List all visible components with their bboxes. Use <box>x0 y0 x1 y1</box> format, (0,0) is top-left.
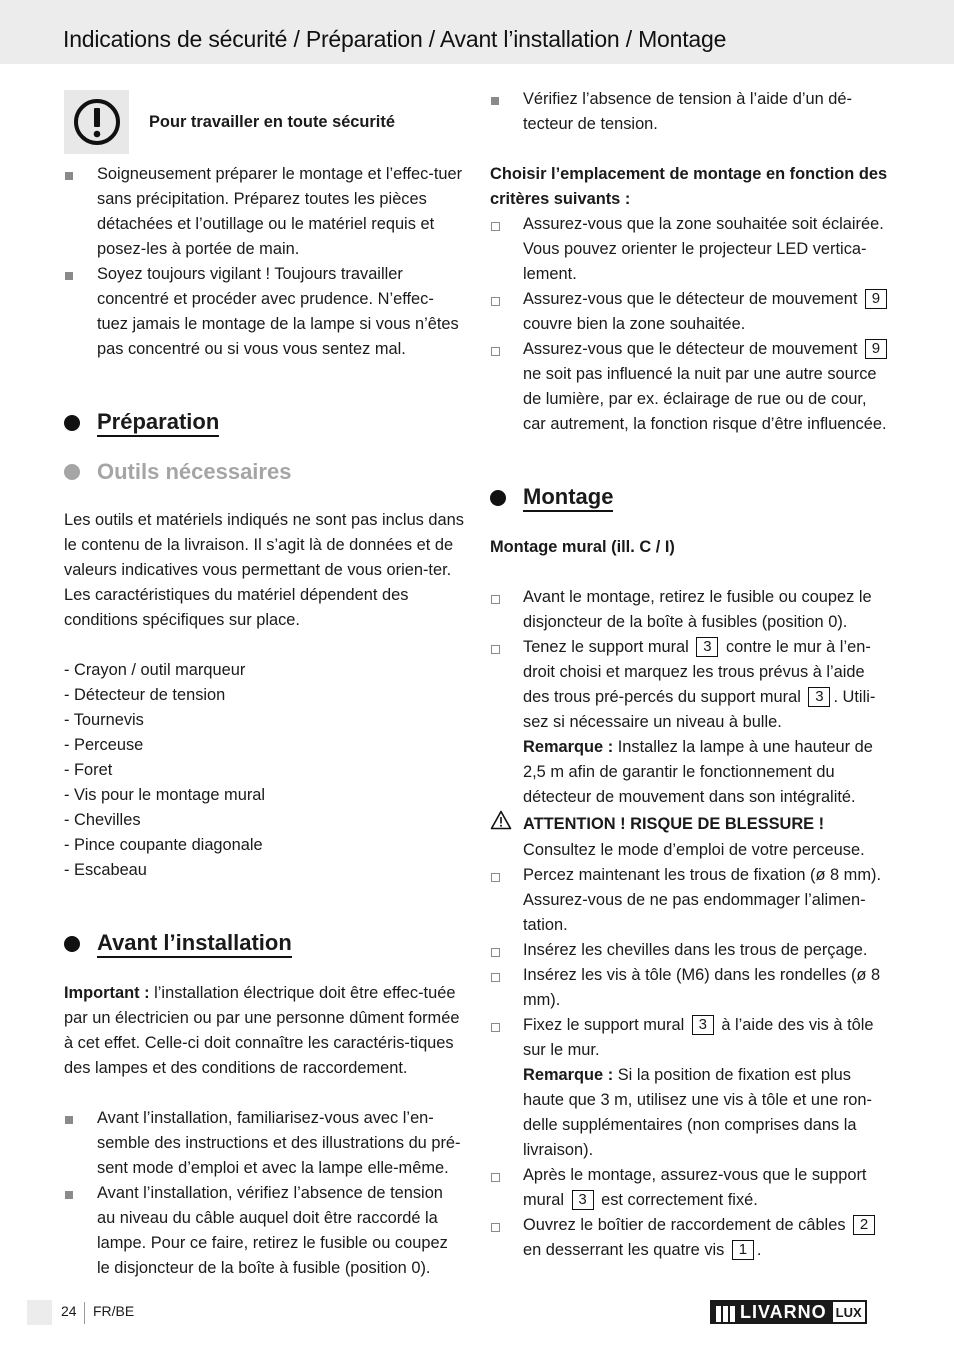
attention-warning: ATTENTION ! RISQUE DE BLESSURE ! <box>490 810 892 838</box>
important-note: Important : l’installation électrique doit être effec-tuée par un électricien ou par une personne dûment formée à cet effet. Celle-ci doit connaître les caractéris-tiques des lampes et des conditions de raccordement. <box>64 984 460 1077</box>
section-heading-montage: Montage <box>490 484 892 512</box>
language-code: FR/BE <box>93 1303 135 1319</box>
bullet-square-icon <box>64 162 97 262</box>
checkbox-bullet-icon <box>490 212 523 287</box>
list-item: Avant l’installation, familiarisez-vous avec l’en-semble des instructions et des illustrations du pré-sent mode d’emploi et avec la lampe elle-même. <box>64 1106 464 1181</box>
list-item: Insérez les chevilles dans les trous de perçage. <box>490 938 892 963</box>
wall-mount-heading: Montage mural (ill. C / I) <box>490 538 675 556</box>
bullet-dot-icon <box>64 415 80 431</box>
bullet-square-icon <box>64 262 97 362</box>
footer-divider <box>84 1302 85 1324</box>
bullet-dot-icon <box>64 464 80 480</box>
list-item: - Tournevis <box>64 711 144 729</box>
remark: Remarque : Si la position de fixation est plus haute que 3 m, utilisez une vis à tôle et une ron-delle supplémentaires (non comprises dans la livraison). <box>523 1066 872 1159</box>
page-header <box>0 0 954 64</box>
list-item: Avant l’installation, vérifiez l’absence de tension au niveau du câble auquel doit être raccordé la lampe. Pour ce faire, retirez le fusible ou coupez le disjoncteur de la boîte à fusible (position 0). <box>64 1181 464 1281</box>
checkbox-bullet-icon <box>490 337 523 437</box>
part-ref-9: 9 <box>865 289 887 309</box>
part-ref-3: 3 <box>696 637 718 657</box>
section-heading-preparation: Préparation <box>64 409 464 437</box>
tools-list <box>64 658 464 883</box>
list-item: Ouvrez le boîtier de raccordement de câbles 2 en desserrant les quatre vis 1 . <box>490 1213 892 1263</box>
checkbox-bullet-icon <box>490 287 523 337</box>
part-ref-1: 1 <box>732 1240 754 1260</box>
section-heading-before-install: Avant l’installation <box>64 930 464 958</box>
bullet-square-icon <box>64 1106 97 1181</box>
list-item: - Détecteur de tension <box>64 686 226 704</box>
checkbox-bullet-icon <box>490 1013 523 1063</box>
list-item: - Pince coupante diagonale <box>64 836 263 854</box>
list-item: Insérez les vis à tôle (M6) dans les rondelles (ø 8 mm). <box>490 963 892 1013</box>
tools-intro: Les outils et matériels indiqués ne sont pas inclus dans le contenu de la livraison. Il s’agit là de données et de valeurs indicatives vous permettant de vous orien-ter. Les caractéristiques du matériel dépendent des conditions spécifiques sur place. <box>64 511 464 629</box>
list-item: Soigneusement préparer le montage et l’effec-tuer sans précipitation. Préparez toutes les pièces détachées et l’outillage ou le matériel requis et posez-les à portée de main. <box>64 162 464 262</box>
part-ref-3: 3 <box>808 687 830 707</box>
bullet-dot-icon <box>490 490 506 506</box>
part-ref-3: 3 <box>692 1015 714 1035</box>
part-ref-9: 9 <box>865 339 887 359</box>
list-item: - Vis pour le montage mural <box>64 786 266 804</box>
checkbox-bullet-icon <box>490 863 523 938</box>
list-item: Soyez toujours vigilant ! Toujours travailler concentré et procéder avec prudence. N’effec-tuez jamais le montage de la lampe si vous n’êtes pas concentré ou si vous vous sentez mal. <box>64 262 464 362</box>
left-column <box>64 90 464 1281</box>
list-item: - Foret <box>64 761 113 779</box>
list-item: Vérifiez l’absence de tension à l’aide d’un dé-tecteur de tension. <box>490 87 892 137</box>
list-item: - Chevilles <box>64 811 141 829</box>
bullet-square-icon <box>490 87 523 137</box>
checkbox-bullet-icon <box>490 1163 523 1213</box>
list-item: Après le montage, assurez-vous que le support mural 3 est correctement fixé. <box>490 1163 892 1213</box>
list-item: - Escabeau <box>64 861 147 879</box>
checkbox-bullet-icon <box>490 585 523 635</box>
right-column <box>490 87 892 1263</box>
page-number: 24 <box>61 1303 77 1319</box>
page-title: Indications de sécurité / Préparation / Avant l’installation / Montage <box>63 26 727 52</box>
location-heading: Choisir l’emplacement de montage en fonction des critères suivants : <box>490 165 888 208</box>
brand-logo-suffix: LUX <box>831 1300 867 1324</box>
checkbox-bullet-icon <box>490 1213 523 1263</box>
checkbox-bullet-icon <box>490 938 523 963</box>
list-item: Assurez-vous que le détecteur de mouvement 9 couvre bien la zone souhaitée. <box>490 287 892 337</box>
list-item: - Crayon / outil marqueur <box>64 661 246 679</box>
warning-triangle-icon <box>490 810 523 838</box>
checkbox-bullet-icon <box>490 963 523 1013</box>
brand-logo-main: LIVARNO <box>710 1300 831 1324</box>
bullet-dot-icon <box>64 936 80 952</box>
safety-callout <box>64 90 464 154</box>
section-heading-tools: Outils nécessaires <box>64 459 464 485</box>
list-item: Percez maintenant les trous de fixation (ø 8 mm). Assurez-vous de ne pas endommager l’alimen-tation. <box>490 863 892 938</box>
list-item: - Perceuse <box>64 736 144 754</box>
footer-marker <box>27 1300 52 1325</box>
list-item: Fixez le support mural 3 à l’aide des vis à tôle sur le mur. <box>490 1013 892 1063</box>
list-item: Assurez-vous que la zone souhaitée soit éclairée. Vous pouvez orienter le projecteur LED vertica-lement. <box>490 212 892 287</box>
list-item: Tenez le support mural 3 contre le mur à l’en-droit choisi et marquez les trous prévus à l’aide des trous pré-percés du support mural 3 . Utili-sez si nécessaire un niveau à bulle. <box>490 635 892 735</box>
attention-text: Consultez le mode d’emploi de votre perceuse. <box>523 841 865 859</box>
brand-logo <box>710 1300 867 1324</box>
logo-mark-icon <box>716 1304 736 1320</box>
part-ref-3: 3 <box>572 1190 594 1210</box>
remark: Remarque : Installez la lampe à une hauteur de 2,5 m afin de garantir le fonctionnement du détecteur de mouvement dans son intégralité. <box>523 738 873 806</box>
list-item: Assurez-vous que le détecteur de mouvement 9 ne soit pas influencé la nuit par une autre source de lumière, par ex. éclairage de rue ou de cour, car autrement, la fonction risque d’être influencée. <box>490 337 892 437</box>
checkbox-bullet-icon <box>490 635 523 735</box>
part-ref-2: 2 <box>853 1215 875 1235</box>
exclamation-icon <box>64 90 129 154</box>
list-item: Avant le montage, retirez le fusible ou coupez le disjoncteur de la boîte à fusibles (position 0). <box>490 585 892 635</box>
safety-title: Pour travailler en toute sécurité <box>149 112 395 131</box>
bullet-square-icon <box>64 1181 97 1281</box>
